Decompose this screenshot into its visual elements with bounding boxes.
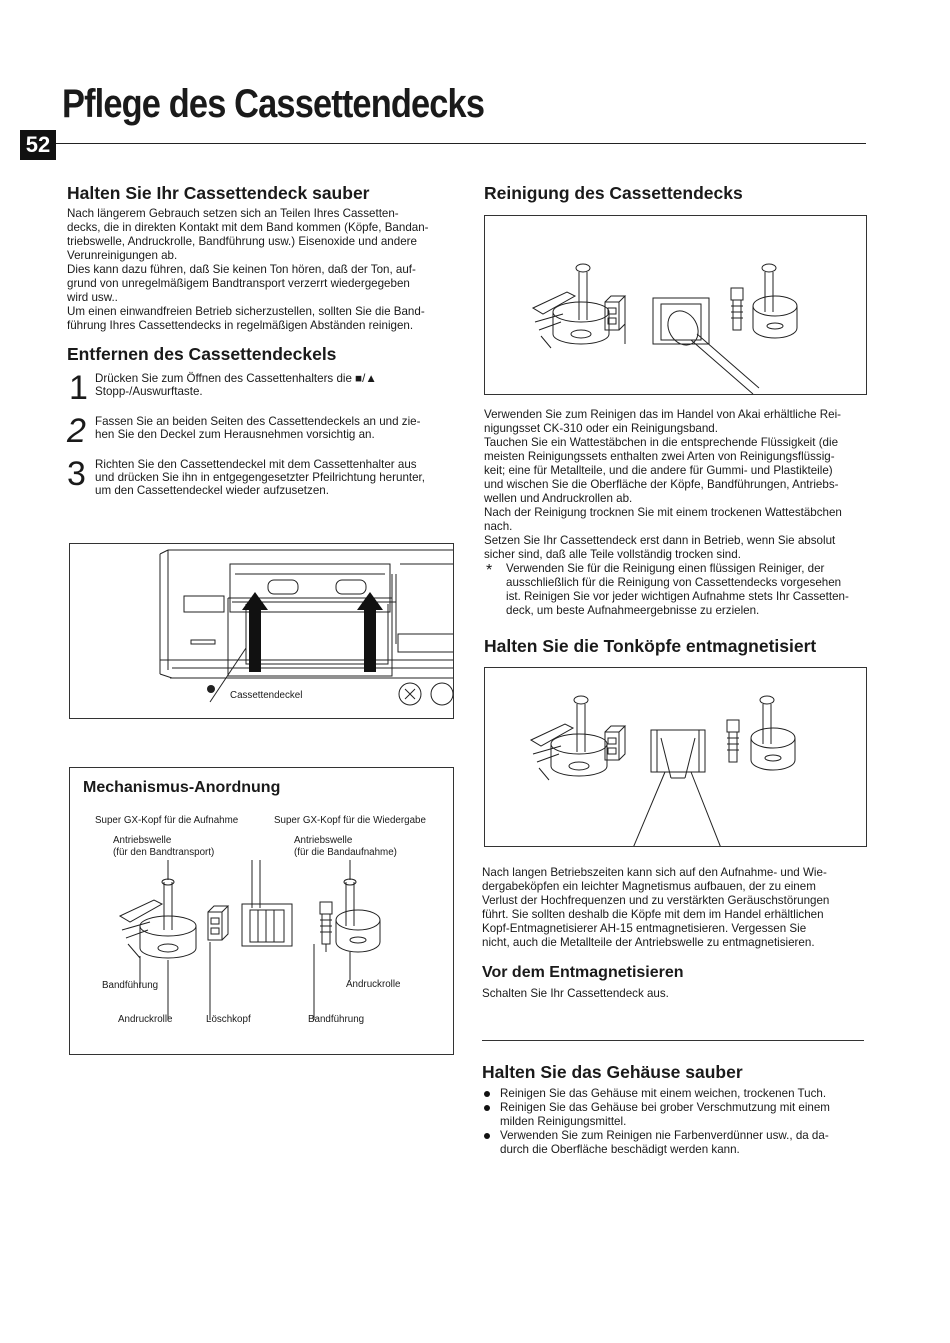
step-line: hen Sie den Deckel zum Herausnehmen vorsichtig an. (95, 428, 375, 441)
clean-line: Verunreinigungen ab. (67, 249, 178, 262)
note-line: Verwenden Sie für die Reinigung einen flüssigen Reiniger, der (506, 562, 825, 575)
capstan-right-sublabel: (für die Bandaufnahme) (294, 847, 397, 858)
cleaning-line: Tauchen Sie ein Wattestäbchen in die entsprechende Flüssigkeit (die (484, 436, 839, 449)
page-title: Pflege des Cassettendecks (62, 82, 485, 126)
before-demag-heading: Vor dem Entmagnetisieren (482, 964, 684, 981)
cleaning-line: Verwenden Sie zum Reinigen das im Handel von Akai erhältliche Rei- (484, 408, 842, 421)
mechanism-heading: Mechanismus-Anordnung (83, 779, 281, 796)
step-number: 1 (69, 369, 88, 407)
cleaning-note (484, 562, 869, 618)
bullet-line: durch die Oberfläche beschädigt werden kann. (500, 1143, 740, 1156)
mechanism-box (69, 767, 454, 1055)
step-line: um den Cassettendeckel wieder aufzusetzen. (95, 484, 329, 497)
step-line: Richten Sie den Cassettendeckel mit dem Cassettenhalter aus (95, 458, 417, 471)
step-line: Fassen Sie an beiden Seiten des Cassettendeckels an und zie- (95, 415, 421, 428)
housing-bullet (482, 1101, 867, 1129)
clean-heading: Halten Sie Ihr Cassettendeck sauber (67, 183, 370, 203)
header-rule (56, 143, 866, 144)
guide-left-label: Bandführung (102, 980, 159, 991)
section-divider (482, 1040, 864, 1041)
clean-line: grund von unregelmäßigem Bandtransport verzerrt wiedergegeben (67, 277, 410, 290)
cleaning-line: meisten Reinigungssets enthalten zwei Arten von Reinigungsflüssig- (484, 450, 835, 463)
cleaning-line: sicher sind, daß alle Teile vollständig trocken sind. (484, 548, 741, 561)
cleaning-heading: Reinigung des Cassettendecks (484, 183, 743, 203)
demag-line: dergabeköpfen ein leichter Magnetismus aufbauen, der zu einem (482, 880, 816, 893)
figure-cleaning (484, 215, 867, 395)
cleaning-line: nigungsset CK-310 oder ein Reinigungsband. (484, 422, 718, 435)
cleaning-line: Setzen Sie Ihr Cassettendeck erst dann in Betrieb, wenn Sie absolut (484, 534, 836, 547)
step-line: und drücken Sie ihn in entgegengesetzter Pfeilrichtung herunter, (95, 471, 425, 484)
note-line: deck, um beste Aufnahmeergebnisse zu erzielen. (506, 604, 760, 617)
remove-heading: Entfernen des Cassettendeckels (67, 344, 337, 364)
step-number: 3 (67, 455, 86, 493)
step-number: 2 (67, 412, 86, 450)
before-demag-text: Schalten Sie Ihr Cassettendeck aus. (482, 987, 669, 1000)
demag-heading: Halten Sie die Tonköpfe entmagnetisiert (484, 636, 817, 656)
clean-line: wird usw.. (67, 291, 118, 304)
demag-line: Verlust der Hochfrequenzen und zu verstärkten Geräuschstörungen (482, 894, 830, 907)
step-line: Drücken Sie zum Öffnen des Cassettenhalters die ■/▲ (95, 372, 377, 385)
note-line: ist. Reinigen Sie vor jeder wichtigen Aufnahme stets Ihr Cassetten- (506, 590, 849, 603)
bullet-line: Reinigen Sie das Gehäuse mit einem weichen, trockenen Tuch. (500, 1087, 827, 1100)
bullet-line: milden Reinigungsmittel. (500, 1115, 627, 1128)
clean-line: decks, die in direkten Kontakt mit dem Band kommen (Köpfe, Bandan- (67, 221, 429, 234)
demag-line: Kopf-Entmagnetisierer AH-15 entmagnetisieren. Vergessen Sie (482, 922, 807, 935)
cleaning-line: nach. (484, 520, 513, 533)
cleaning-line: wellen und Andruckrollen ab. (484, 492, 633, 505)
note-line: ausschließlich für die Reinigung von Cassettendecks vorgesehen (506, 576, 842, 589)
mechanism-illustration (70, 860, 453, 1020)
capstan-right-label: Antriebswelle (294, 835, 353, 846)
capstan-left-sublabel: (für den Bandtransport) (113, 847, 215, 858)
cleaning-line: und wischen Sie die Oberfläche der Köpfe, Bandführungen, Antriebs- (484, 478, 839, 491)
demag-paragraph (482, 866, 867, 950)
bullet-line: Verwenden Sie zum Reinigen nie Farbenverdünner usw., da da- (500, 1129, 829, 1142)
housing-bullet (482, 1087, 867, 1101)
housing-heading: Halten Sie das Gehäuse sauber (482, 1062, 743, 1082)
housing-list (482, 1087, 867, 1157)
clean-line: Dies kann dazu führen, daß Sie keinen Ton hören, daß der Ton, auf- (67, 263, 416, 276)
capstan-left-label: Antriebswelle (113, 835, 172, 846)
clean-line: führung Ihres Cassettendecks in regelmäßigen Abständen reinigen. (67, 319, 414, 332)
clean-line: Um einen einwandfreien Betrieb sicherzustellen, sollten Sie die Band- (67, 305, 425, 318)
figure-demag (484, 667, 867, 847)
demag-illustration (485, 668, 867, 847)
rec-head-label: Super GX-Kopf für die Aufnahme (95, 815, 239, 826)
bullet-line: Reinigen Sie das Gehäuse bei grober Verschmutzung mit einem (500, 1101, 830, 1114)
figure-cassette-cover (69, 543, 454, 719)
demag-line: führt. Sie sollten deshalb die Köpfe mit dem im Handel erhältlichen (482, 908, 824, 921)
demag-line: Nach langen Betriebszeiten kann sich auf den Aufnahme- und Wie- (482, 866, 827, 879)
cleaning-illustration (485, 216, 867, 395)
pinch-left-label: Andruckrolle (118, 1014, 173, 1025)
clean-paragraph (67, 207, 457, 333)
page-number-badge: 52 (20, 130, 56, 160)
step-line: Stopp-/Auswurftaste. (95, 385, 203, 398)
erase-head-label: Löschkopf (206, 1014, 251, 1025)
demag-line: nicht, auch die Metallteile der Antriebswelle zu entmagnetisieren. (482, 936, 815, 949)
play-head-label: Super GX-Kopf für die Wiedergabe (274, 815, 426, 826)
cleaning-line: keit; eine für Metallteile, und die andere für Gummi- und Plastikteile) (484, 464, 833, 477)
cleaning-line: Nach der Reinigung trocknen Sie mit einem trockenen Wattestäbchen (484, 506, 842, 519)
note-star: * (486, 562, 493, 579)
guide-right-label: Bandführung (308, 1014, 365, 1025)
clean-line: triebswelle, Andruckrolle, Bandführung usw.) Eisenoxide und andere (67, 235, 417, 248)
cassette-cover-label: Cassettendeckel (230, 690, 303, 701)
clean-line: Nach längerem Gebrauch setzen sich an Teilen Ihres Cassetten- (67, 207, 399, 220)
cleaning-paragraph (484, 408, 869, 618)
housing-bullet (482, 1129, 867, 1157)
pinch-right-label: Andruckrolle (346, 979, 401, 990)
